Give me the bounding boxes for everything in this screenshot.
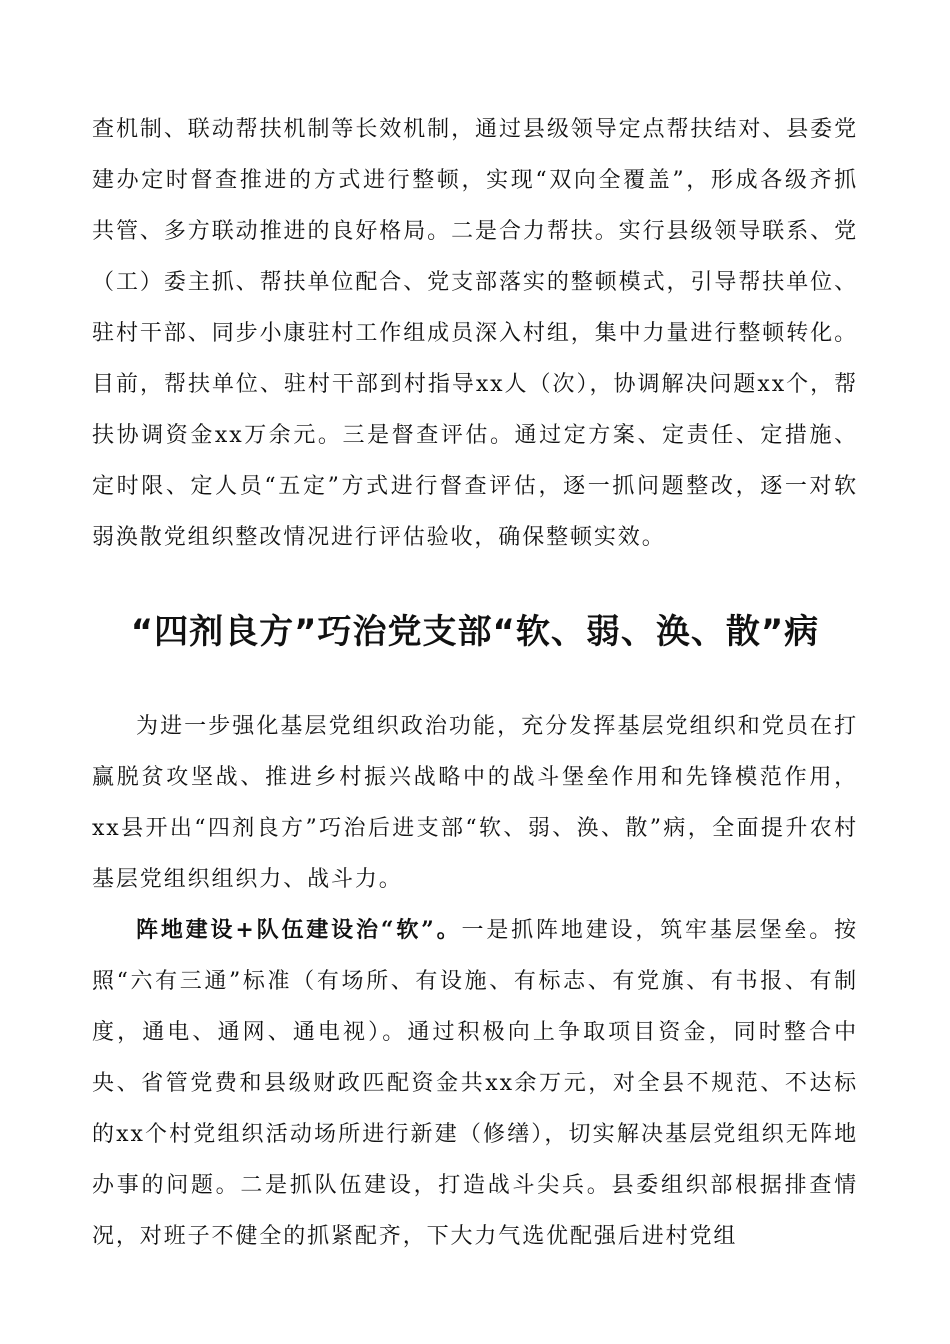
paragraph-intro: 为进一步强化基层党组织政治功能，充分发挥基层党组织和党员在打赢脱贫攻坚战、推进乡村振兴战略中的战斗堡垒作用和先锋模范作用，xx县开出“四剂良方”巧治后进支部“软、弱、涣、散”病，全面提升农村基层党组织组织力、战斗力。 (92, 714, 858, 892)
section-heading: “四剂良方”巧治党支部“软、弱、涣、散”病 (130, 612, 820, 652)
paragraph-continuation: 查机制、联动帮扶机制等长效机制，通过县级领导定点帮扶结对、县委党建办定时督查推进的方式进行整顿，实现“双向全覆盖”，形成各级齐抓共管、多方联动推进的良好格局。二是合力帮扶。实行县级领导联系、党（工）委主抓、帮扶单位配合、党支部落实的整顿模式，引导帮扶单位、驻村干部、同步小康驻村工作组成员深入村组，集中力量进行整顿转化。目前，帮扶单位、驻村干部到村指导xx人（次），协调解决问题xx个，帮扶协调资金xx万余元。三是督查评估。通过定方案、定责任、定措施、定时限、定人员“五定”方式进行督查评估，逐一抓问题整改，逐一对软弱涣散党组织整改情况进行评估验收，确保整顿实效。 (92, 117, 858, 550)
paragraph-soft-lead: 阵地建设+队伍建设治“软”。 (136, 917, 462, 943)
paragraph-soft-body: 一是抓阵地建设，筑牢基层堡垒。按照“六有三通”标准（有场所、有设施、有标志、有党旗、有书报、有制度，通电、通网、通电视）。通过积极向上争取项目资金，同时整合中央、省管党费和县级财政匹配资金共xx余万元，对全县不规范、不达标的xx个村党组织活动场所进行新建（修缮），切实解决基层党组织无阵地办事的问题。二是抓队伍建设，打造战斗尖兵。县委组织部根据排查情况，对班子不健全的抓紧配齐，下大力气选优配强后进村党组 (92, 918, 858, 1249)
paragraph-soft (92, 905, 858, 1262)
document-page (92, 104, 858, 1262)
